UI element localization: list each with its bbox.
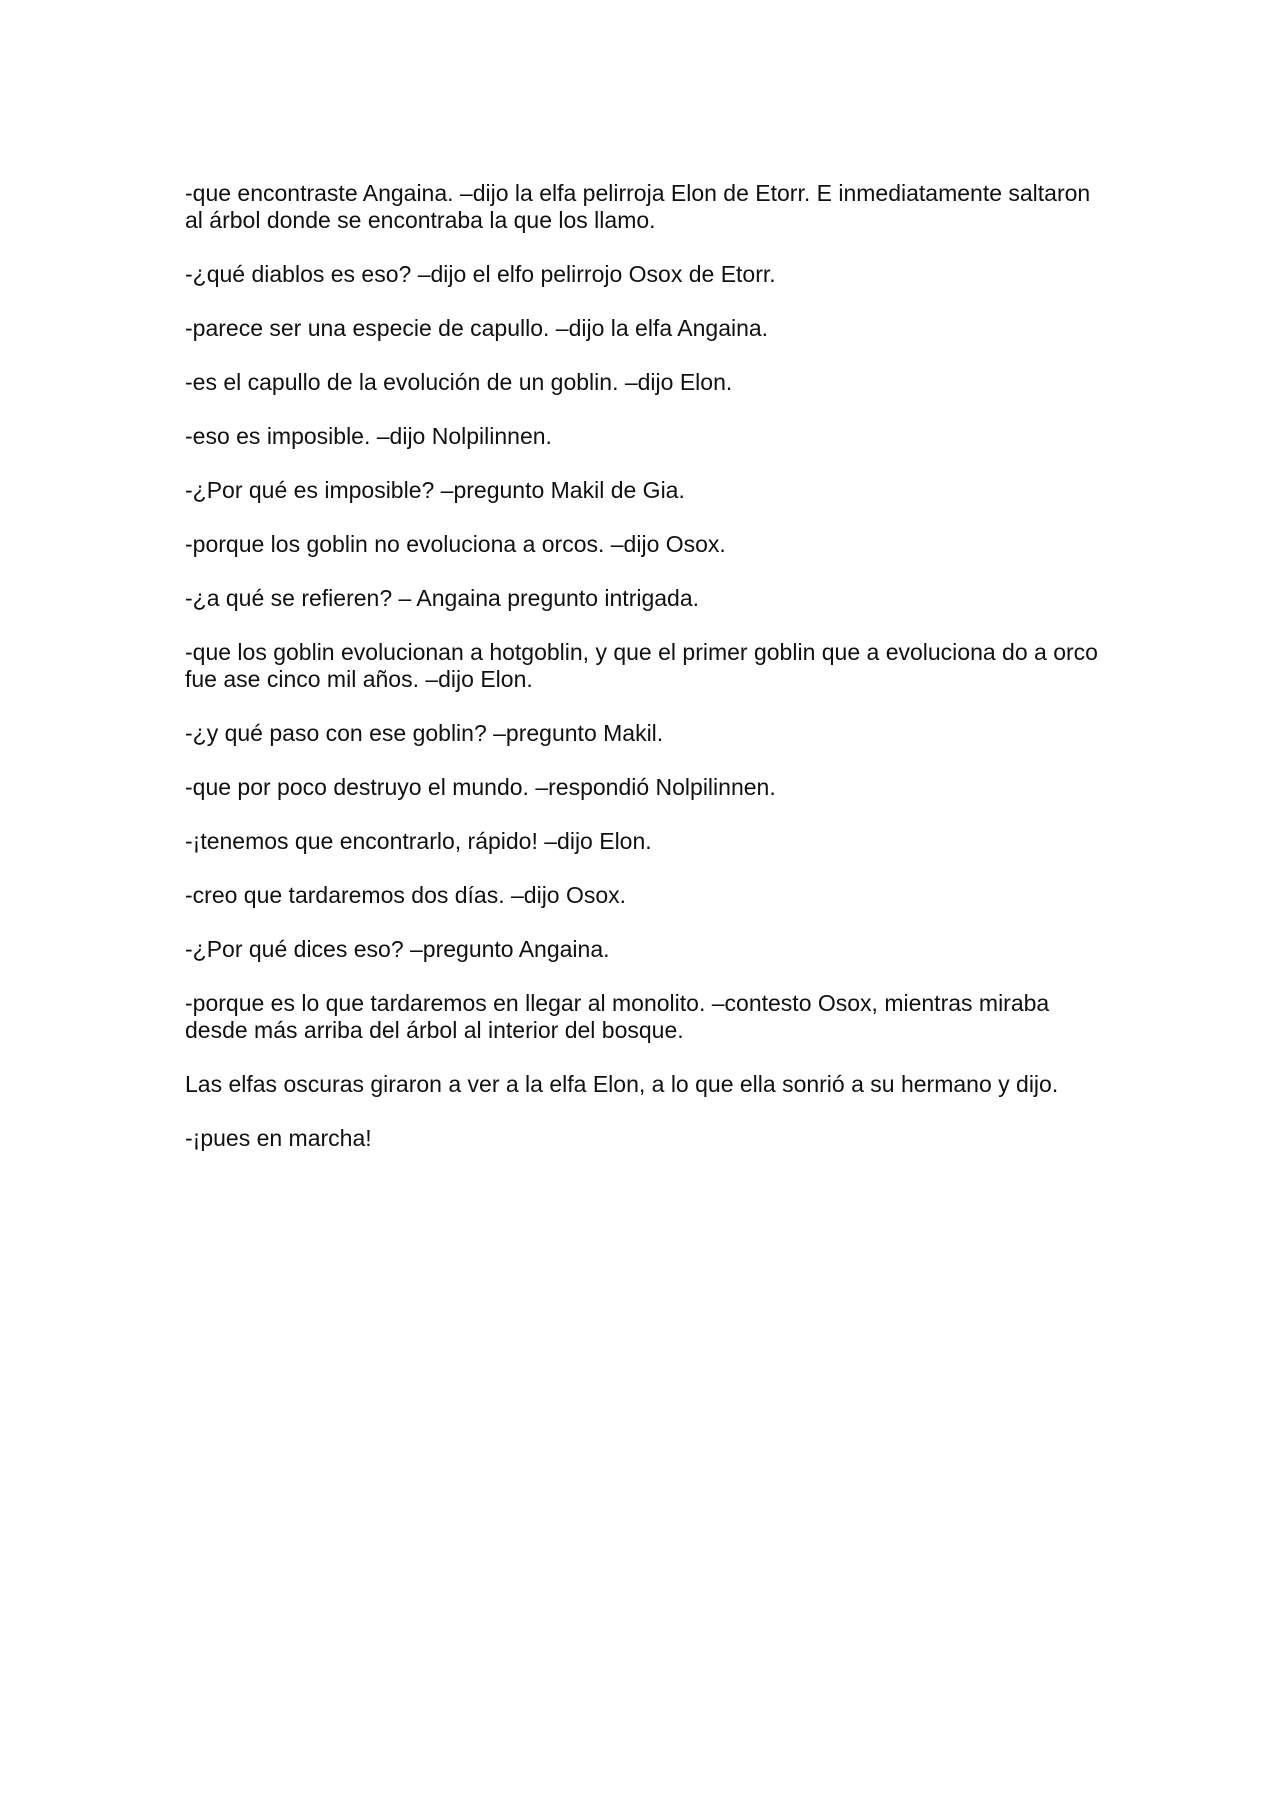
paragraph: -que los goblin evolucionan a hotgoblin, y que el primer goblin que a evoluciona do a orco fue ase cinco mil años. –dijo Elon.: [185, 639, 1098, 692]
paragraph: Las elfas oscuras giraron a ver a la elfa Elon, a lo que ella sonrió a su hermano y dijo.: [185, 1071, 1059, 1097]
document-body: [185, 180, 1105, 1179]
paragraph: -¿y qué paso con ese goblin? –pregunto Makil.: [185, 720, 664, 746]
paragraph: -¿qué diablos es eso? –dijo el elfo pelirrojo Osox de Etorr.: [185, 261, 776, 287]
paragraph: -parece ser una especie de capullo. –dijo la elfa Angaina.: [185, 315, 769, 341]
paragraph: -¿Por qué dices eso? –pregunto Angaina.: [185, 936, 610, 962]
paragraph: -¿Por qué es imposible? –pregunto Makil de Gia.: [185, 477, 685, 503]
paragraph: -porque es lo que tardaremos en llegar al monolito. –contesto Osox, mientras miraba desde más arriba del árbol al interior del bosque.: [185, 990, 1050, 1043]
paragraph: -es el capullo de la evolución de un goblin. –dijo Elon.: [185, 369, 733, 395]
paragraph: -¡pues en marcha!: [185, 1125, 372, 1151]
paragraph: -que por poco destruyo el mundo. –respondió Nolpilinnen.: [185, 774, 776, 800]
paragraph: -porque los goblin no evoluciona a orcos. –dijo Osox.: [185, 531, 726, 557]
paragraph: -¡tenemos que encontrarlo, rápido! –dijo Elon.: [185, 828, 652, 854]
paragraph: -¿a qué se refieren? – Angaina pregunto intrigada.: [185, 585, 700, 611]
paragraph: -que encontraste Angaina. –dijo la elfa pelirroja Elon de Etorr. E inmediatamente saltaron al árbol donde se encontraba la que los llamo.: [185, 180, 1091, 233]
paragraph: -eso es imposible. –dijo Nolpilinnen.: [185, 423, 552, 449]
paragraph: -creo que tardaremos dos días. –dijo Osox.: [185, 882, 627, 908]
